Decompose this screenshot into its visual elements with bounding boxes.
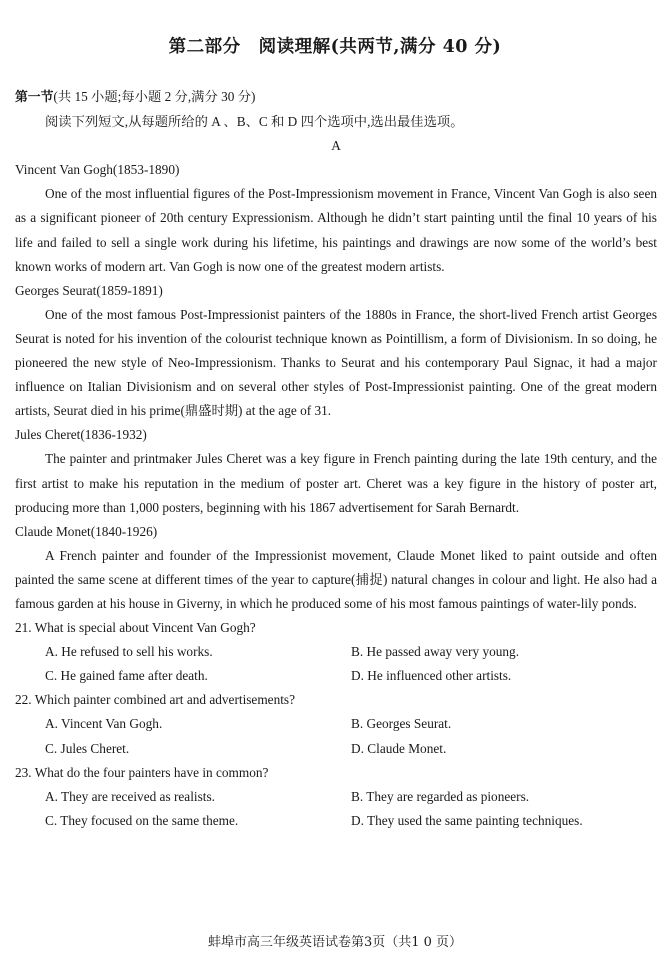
painter-heading: Vincent Van Gogh(1853-1890) [15,162,180,178]
option-c[interactable]: C. Jules Cheret. [45,740,130,756]
option-d[interactable]: D. They used the same painting techniques. [351,812,583,828]
section-instruction: 阅读下列短文,从每题所给的 A 、B、C 和 D 四个选项中,选出最佳选项。 [45,114,464,130]
option-b[interactable]: B. Georges Seurat. [351,716,452,732]
painter-heading: Claude Monet(1840-1926) [15,523,158,539]
option-a[interactable]: A. They are received as realists. [45,788,215,804]
part-title: 第二部分 阅读理解(共两节,满分 40 分) [168,37,502,57]
question-22 [15,688,657,760]
option-d[interactable]: D. He influenced other artists. [351,668,512,684]
painter-heading: Georges Seurat(1859-1891) [15,282,163,298]
question-stem: 21. What is special about Vincent Van Gogh? [15,620,256,636]
option-c[interactable]: C. He gained fame after death. [45,668,208,684]
question-stem: 23. What do the four painters have in common? [15,764,269,780]
option-b[interactable]: B. He passed away very young. [351,644,520,660]
page-footer: 蚌埠市高三年级英语试卷第3页（共1 0 页） [207,935,463,950]
option-d[interactable]: D. Claude Monet. [351,740,447,756]
option-c[interactable]: C. They focused on the same theme. [45,812,239,828]
painter-paragraph: A French painter and founder of the Impressionist movement, Claude Monet liked to paint outside and often painted the same scene at different times of the year to capture(捕捉) natural changes in colour and light. He also had a famous garden at his house in Giverny, in which he produced some of his most famous paintings of water-lily ponds. [15,547,657,611]
option-a[interactable]: A. He refused to sell his works. [45,644,213,660]
painter-heading: Jules Cheret(1836-1932) [15,427,147,443]
passage-letter: A [331,138,341,154]
question-stem: 22. Which painter combined art and advertisements? [15,692,296,708]
option-b[interactable]: B. They are regarded as pioneers. [351,788,530,804]
section-header [15,85,657,110]
painter-paragraph: The painter and printmaker Jules Cheret was a key figure in French painting during the late 19th century, and the first artist to make his reputation in the medium of poster art. Cheret was a key figure in the history of poster art, producing more than 1,000 posters, beginning with his 1867 advertisement for Sarah Bernardt. [15,451,657,515]
section-scoring: (共 15 小题;每小题 2 分,满分 30 分) [53,89,256,104]
option-a[interactable]: A. Vincent Van Gogh. [45,716,163,732]
reading-section [15,85,657,833]
painter-paragraph: One of the most influential figures of the Post-Impressionism movement in France, Vincent Van Gogh is also seen as a significant pioneer of 20th century Expressionism. Although he didn’t start painting until the final 10 years of his life and failed to sell a single work during his lifetime, his paintings and drawings are now some of the world’s best known works of modern art. Van Gogh is now one of the greatest modern artists. [15,186,657,274]
section-label: 第一节 [15,90,54,105]
question-21 [15,616,657,688]
painter-paragraph: One of the most famous Post-Impressionist painters of the 1880s in France, the short-lived French artist Georges Seurat is noted for his invention of the colourist technique known as Pointillism, a form of Divisionism. In so doing, he pioneered the new style of Neo-Impressionism. Thanks to Seurat and his contemporary Paul Signac, it had a major influence on Italian Divisionism and on several other styles of Post-Impressionist painting. One of the great modern artists, Seurat died in his prime(鼎盛时期) at the age of 31. [15,306,657,419]
question-23 [15,761,657,833]
